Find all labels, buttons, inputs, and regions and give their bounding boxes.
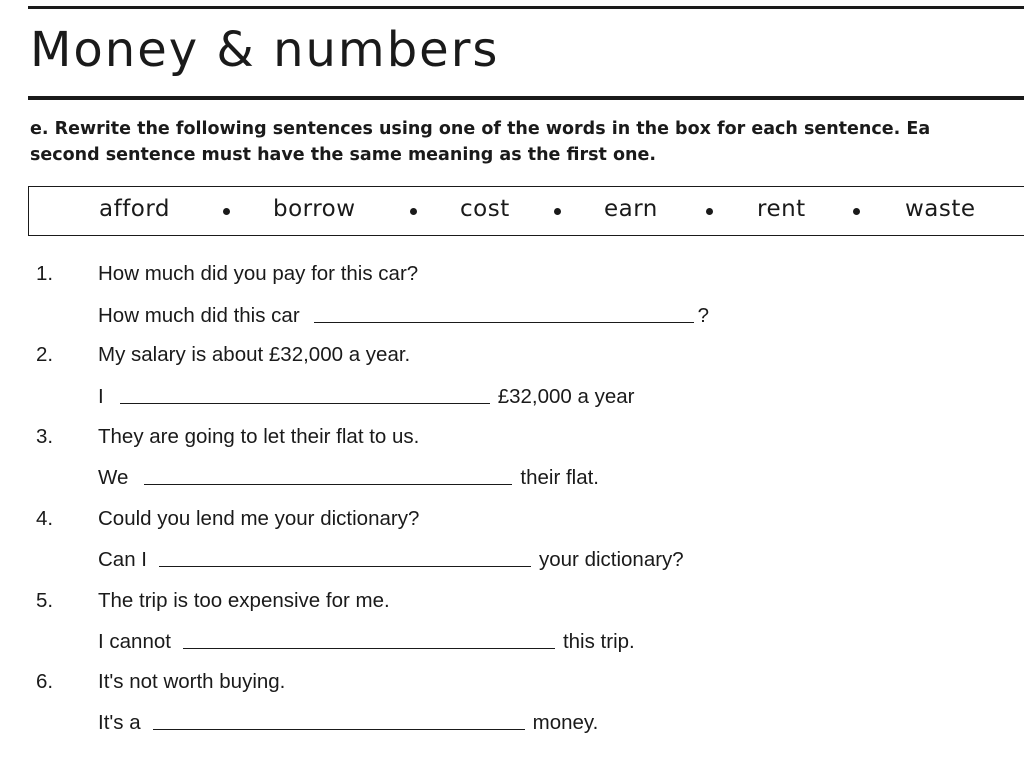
prompt-before: It's a [98,711,141,734]
question-sentence: They are going to let their flat to us. [98,425,420,448]
prompt-after: £32,000 a year [497,385,635,408]
question-sentence: Could you lend me your dictionary? [98,507,420,530]
prompt-before: I cannot [98,630,171,653]
prompt-before: How much did this car [98,304,300,327]
prompt-after: their flat. [520,466,600,489]
top-rule [28,6,1024,9]
question-number: 4. [36,507,54,530]
answer-line [98,304,709,328]
prompt-before: I [98,385,104,408]
word-rent: rent [757,196,806,222]
word-cost: cost [460,196,510,222]
title-rule [28,96,1024,100]
question-sentence: It's not worth buying. [98,670,286,693]
question-number: 1. [36,262,54,285]
answer-blank[interactable] [153,728,525,730]
answer-line [98,711,598,735]
answer-blank[interactable] [144,483,512,485]
answer-blank[interactable] [159,565,531,567]
prompt-before: Can I [98,548,147,571]
answer-line [98,548,684,572]
question-number: 3. [36,425,54,448]
prompt-after: money. [532,711,599,734]
instructions-line-1: e. Rewrite the following sentences using one of the words in the box for each sentence. Ea [30,119,931,139]
answer-blank[interactable] [183,647,555,649]
bullet-separator [223,208,230,215]
prompt-before: We [98,466,129,489]
question-number: 5. [36,589,54,612]
bullet-separator [706,208,713,215]
answer-line [98,630,635,654]
word-borrow: borrow [273,196,356,222]
question-sentence: My salary is about £32,000 a year. [98,343,411,366]
question-sentence: The trip is too expensive for me. [98,589,390,612]
prompt-after: this trip. [562,630,635,653]
instructions [30,116,1024,168]
word-waste: waste [905,196,976,222]
word-box [28,186,1024,236]
bullet-separator [410,208,417,215]
answer-blank[interactable] [120,402,490,404]
question-number: 2. [36,343,54,366]
instructions-line-2: second sentence must have the same meaning as the first one. [30,145,656,165]
answer-blank[interactable] [314,321,694,323]
word-afford: afford [99,196,171,222]
bullet-separator [554,208,561,215]
answer-line [98,385,634,409]
bullet-separator [853,208,860,215]
answer-line [98,466,599,490]
question-sentence: How much did you pay for this car? [98,262,419,285]
question-number: 6. [36,670,54,693]
prompt-after: ? [697,304,710,327]
prompt-after: your dictionary? [539,548,684,571]
page-title: Money & numbers [30,22,500,78]
word-earn: earn [604,196,658,222]
